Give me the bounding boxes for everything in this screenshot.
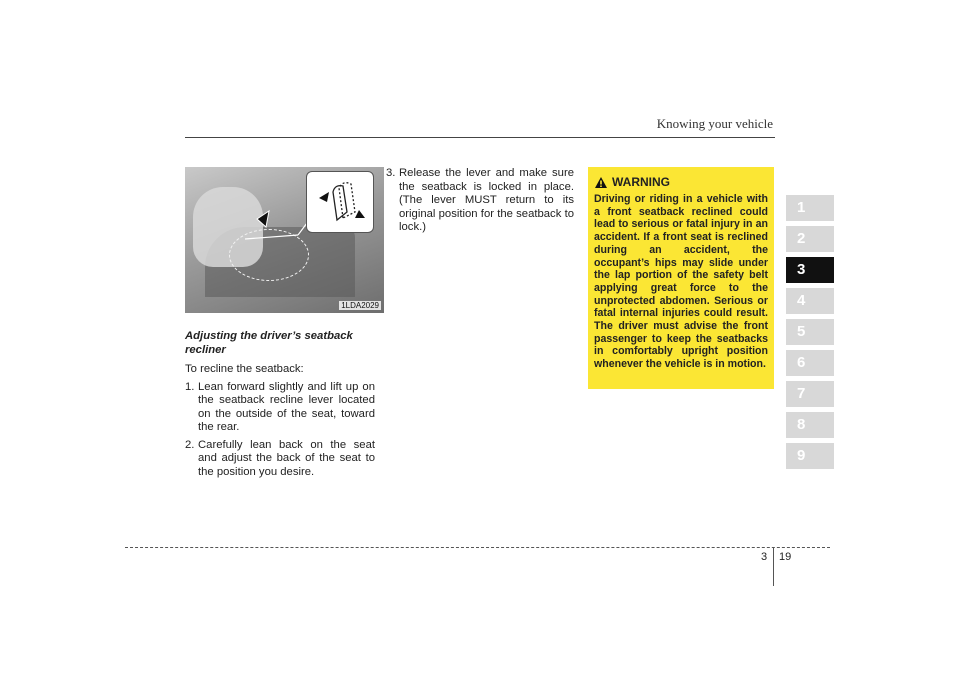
page-number-divider <box>773 548 774 586</box>
footer-page-number: 19 <box>779 551 792 563</box>
chapter-tab-9[interactable]: 9 <box>786 443 834 469</box>
procedure-intro: To recline the seatback: <box>185 363 304 375</box>
header-rule <box>185 137 775 138</box>
chapter-tab-2[interactable]: 2 <box>786 226 834 252</box>
procedure-subtitle: Adjusting the driver’s seatback recliner <box>185 330 353 356</box>
step-text: Lean forward slightly and lift up on the seatback recline lever located on the outside of the seat, toward the rear. <box>198 380 375 433</box>
seat-recline-icon <box>307 172 373 232</box>
step-text: Release the lever and make sure the seatback is locked in place. (The lever MUST return to its original position for the seatback to lock.) <box>399 167 574 233</box>
step-text: Carefully lean back on the seat and adjust the back of the seat to the position you desire. <box>198 438 375 478</box>
chapter-tab-6[interactable]: 6 <box>786 350 834 376</box>
footer-rule <box>125 547 830 548</box>
chapter-tab-3[interactable]: 3 <box>786 257 834 283</box>
footer-chapter-number: 3 <box>761 551 768 563</box>
up-arrow-icon <box>257 211 269 227</box>
chapter-tab-7[interactable]: 7 <box>786 381 834 407</box>
step-item <box>386 167 574 235</box>
chapter-tabs <box>786 195 834 474</box>
recliner-instructions-continued <box>386 167 574 239</box>
chapter-tab-4[interactable]: 4 <box>786 288 834 314</box>
step-item <box>185 439 375 480</box>
chapter-tab-1[interactable]: 1 <box>786 195 834 221</box>
step-number: 2. <box>185 438 195 451</box>
section-title: Knowing your vehicle <box>656 116 773 131</box>
recline-diagram-inset <box>306 171 374 233</box>
warning-heading <box>594 175 768 189</box>
step-item <box>185 381 375 435</box>
steps-list-left <box>185 381 375 480</box>
warning-triangle-icon <box>594 176 608 189</box>
warning-box <box>588 167 774 389</box>
figure-caption: 1LDA2029 <box>341 301 379 310</box>
warning-text: Driving or riding in a vehicle with a front seatback reclined could lead to serious or fatal injury in an accident. If a front seat is reclined during an accident, the occupant’s hips may slide under the lap portion of the safety belt applying great force to the unprotected abdomen. Serious or fatal internal injuries could result. The driver must advise the front passenger to keep the seatbacks in comfortably upright position whenever the vehicle is in motion. <box>594 193 768 371</box>
step-number: 1. <box>185 380 195 393</box>
step-number: 3. <box>386 167 396 179</box>
chapter-tab-5[interactable]: 5 <box>786 319 834 345</box>
warning-title: WARNING <box>612 175 670 189</box>
seat-recliner-figure <box>185 167 384 313</box>
chapter-tab-8[interactable]: 8 <box>786 412 834 438</box>
steps-list-middle <box>386 167 574 235</box>
recliner-instructions <box>185 330 375 483</box>
